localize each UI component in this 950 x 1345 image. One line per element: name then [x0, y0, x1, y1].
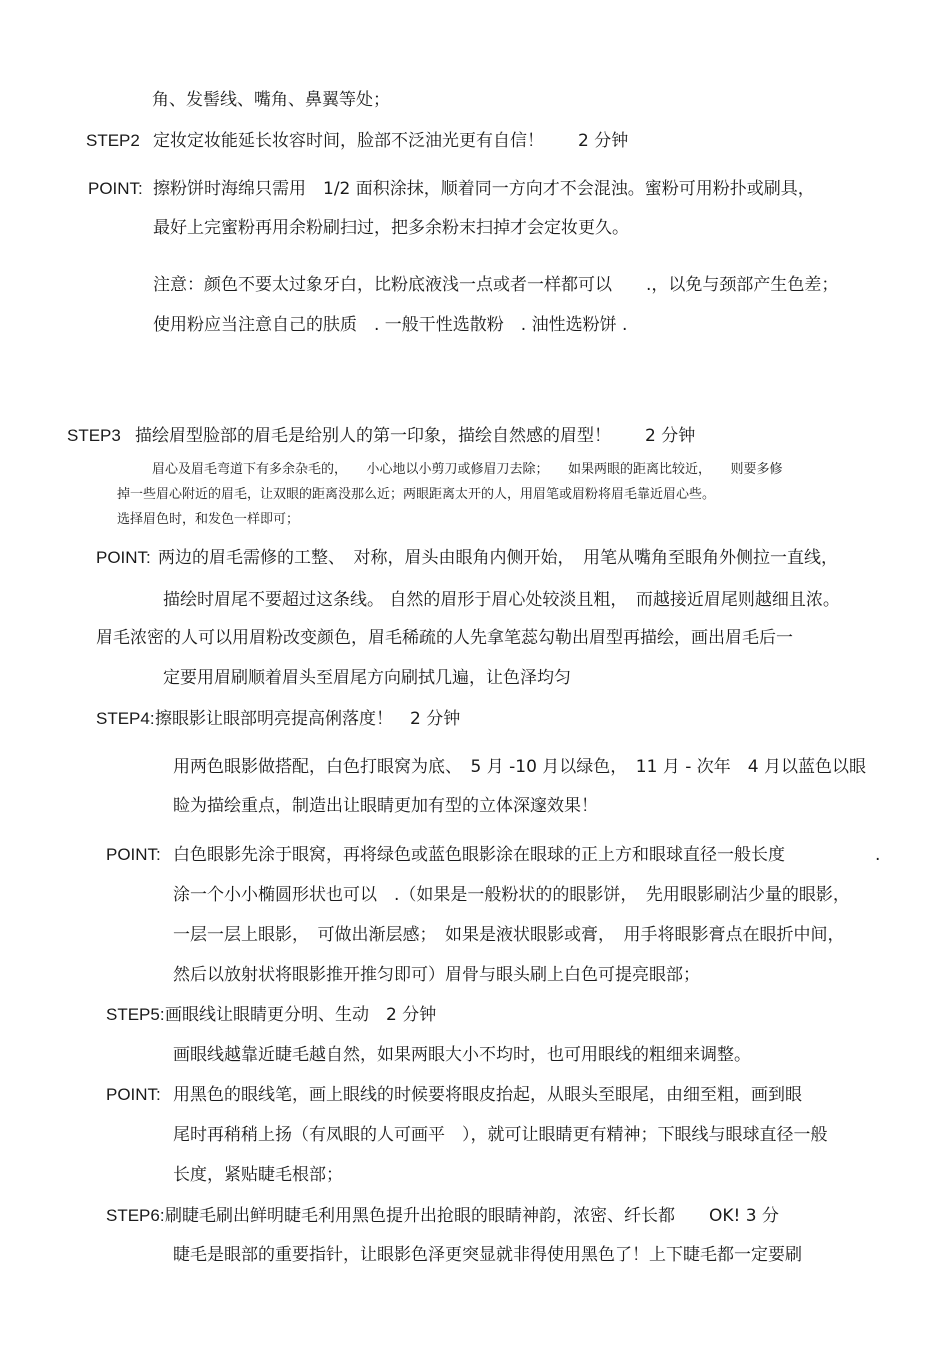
text-line: 眉心及眉毛弯道下有多余杂毛的， 小心地以小剪刀或修眉刀去除； 如果两眼的距离比较近， 则要多修 — [152, 462, 783, 477]
step-label: STEP6: — [106, 1206, 165, 1225]
step-label: STEP4: — [96, 709, 155, 728]
text-line-end: . — [875, 845, 881, 865]
step-title: 画眼线让眼睛更分明、生动 2 分钟 — [165, 1005, 437, 1025]
text-line: 擦粉饼时海绵只需用 1/2 面积涂抹，顺着同一方向才不会混浊。蜜粉可用粉扑或刷具， — [153, 179, 815, 199]
text-line: 白色眼影先涂于眼窝，再将绿色或蓝色眼影涂在眼球的正上方和眼球直径一般长度 — [173, 845, 785, 865]
step-label: STEP2 — [86, 131, 140, 150]
text-line: 选择眉色时，和发色一样即可； — [117, 512, 300, 527]
step-label: STEP3 — [67, 426, 121, 445]
text-line: 睫毛是眼部的重要指针，让眼影色泽更突显就非得使用黑色了！上下睫毛都一定要刷 — [173, 1245, 802, 1265]
point-label: POINT: — [106, 1085, 161, 1104]
text-line: 掉一些眉心附近的眉毛，让双眼的距离没那么近；两眼距离太开的人，用眉笔或眉粉将眉毛靠近眉心些。 — [117, 487, 716, 502]
text-line: 画眼线越靠近睫毛越自然，如果两眼大小不均时，也可用眼线的粗细来调整。 — [173, 1045, 751, 1065]
step-title: 定妆定妆能延长妆容时间，脸部不泛油光更有自信！ 2 分钟 — [153, 131, 629, 151]
point-label: POINT: — [96, 548, 151, 567]
text-line: 两边的眉毛需修的工整、 对称，眉头由眼角内侧开始， 用笔从嘴角至眼角外侧拉一直线， — [158, 548, 838, 568]
text-line: 用两色眼影做搭配，白色打眼窝为底、 5 月 -10 月以绿色， 11 月 - 次年 4 月以蓝色以眼 — [173, 757, 866, 777]
note-line: 注意：颜色不要太过象牙白，比粉底液浅一点或者一样都可以 .，以免与颈部产生色差； — [153, 275, 839, 295]
text-line: 涂一个小小椭圆形状也可以 .（如果是一般粉状的的眼影饼， 先用眼影刷沾少量的眼影， — [173, 885, 850, 905]
point-label: POINT: — [106, 845, 161, 864]
text-line: 然后以放射状将眼影推开推匀即可）眉骨与眼头刷上白色可提亮眼部； — [173, 965, 700, 985]
text-line: 眉毛浓密的人可以用眉粉改变颜色，眉毛稀疏的人先拿笔蕊勾勒出眉型再描绘，画出眉毛后一 — [96, 628, 793, 648]
text-line: 睑为描绘重点，制造出让眼睛更加有型的立体深邃效果！ — [173, 796, 598, 816]
note-line: 使用粉应当注意自己的肤质 . 一般干性选散粉 . 油性选粉饼 . — [153, 315, 628, 335]
text-line: 描绘时眉尾不要超过这条线。 自然的眉形于眉心处较淡且粗， 而越接近眉尾则越细且浓。 — [163, 590, 840, 610]
step-title: 刷睫毛刷出鲜明睫毛利用黑色提升出抢眼的眼睛神韵，浓密、纤长都 OK! 3 分 — [165, 1206, 779, 1226]
text-line: 用黑色的眼线笔，画上眼线的时候要将眼皮抬起，从眼头至眼尾，由细至粗，画到眼 — [173, 1085, 802, 1105]
point-label: POINT: — [88, 179, 143, 198]
text-line: 尾时再稍稍上扬（有凤眼的人可画平 ），就可让眼睛更有精神；下眼线与眼球直径一般 — [173, 1125, 828, 1145]
text-line: 角、发髻线、嘴角、鼻翼等处； — [152, 90, 390, 110]
step-title: 擦眼影让眼部明亮提高俐落度！ 2 分钟 — [155, 709, 461, 729]
text-line: 最好上完蜜粉再用余粉刷扫过，把多余粉末扫掉才会定妆更久。 — [153, 218, 629, 238]
text-line: 长度，紧贴睫毛根部； — [173, 1165, 343, 1185]
step-label: STEP5: — [106, 1005, 165, 1024]
text-line: 定要用眉刷顺着眉头至眉尾方向刷拭几遍，让色泽均匀 — [163, 668, 571, 688]
step-title: 描绘眉型脸部的眉毛是给别人的第一印象，描绘自然感的眉型！ 2 分钟 — [135, 426, 696, 446]
text-line: 一层一层上眼影， 可做出渐层感； 如果是液状眼影或膏， 用手将眼影膏点在眼折中间， — [173, 925, 845, 945]
